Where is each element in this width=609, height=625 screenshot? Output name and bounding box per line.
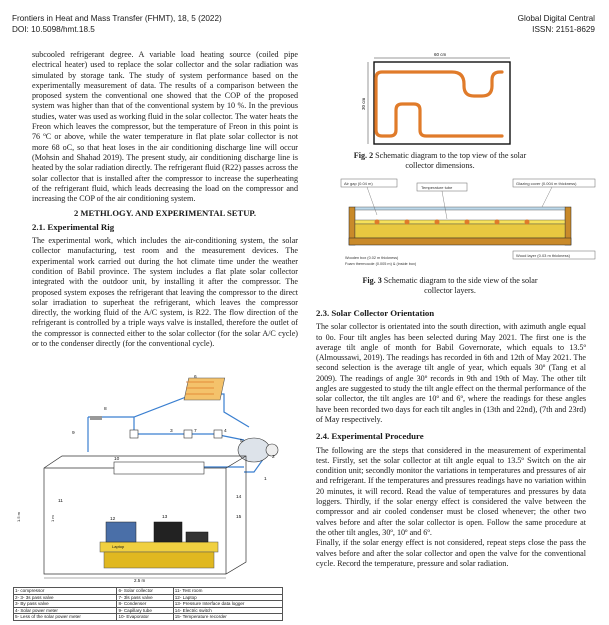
label-number: 15 bbox=[236, 515, 242, 520]
figure-3-caption bbox=[355, 276, 545, 295]
paragraph-orientation: The solar collector is orientated into the south direction, with azimuth angle equal to 0o. Four tilt angles has been selected during May 2021. The first one is the average tilt angle of month for Babil Governorate, which equals to 13.5º (Almoussawi, 2019). The readings has recorded in 6th and 12th of May 2021. The second selection is the average tilt angle of year, which equals 30º (Tang et al 2009). The readings of angle 30º records in 9th and 19th of May. The other tilt angles are suggested to study the tilt angle effect on the thermal performance of the solar collector, the tilt angles are 10º and 6º, where the readings for these angles have been recorded two days for each tilt angles in (13th and 22nd), (7th and 23rd) of May respectively. bbox=[316, 322, 586, 424]
label-foam: Foam thermocole (0.005 m) & (inside box) bbox=[345, 262, 417, 266]
label-number: 11 bbox=[58, 499, 63, 504]
journal-title: Frontiers in Heat and Mass Transfer (FHMT), 18, 5 (2022) bbox=[12, 14, 222, 23]
leader-line bbox=[542, 187, 552, 207]
legend-cell: 15- Temperature recorder bbox=[173, 614, 282, 621]
publisher: Global Digital Central bbox=[517, 14, 595, 23]
label-number: 13 bbox=[162, 515, 168, 520]
section-heading-procedure: 2.4. Experimental Procedure bbox=[316, 431, 424, 442]
capillary-tube bbox=[90, 416, 102, 420]
figure-1-rig-schematic bbox=[14, 372, 300, 586]
legend-cell: 5- Less of the solar power meter bbox=[14, 614, 117, 621]
label-number: 10 bbox=[114, 457, 120, 462]
solar-collector bbox=[184, 378, 225, 400]
legend-row bbox=[14, 601, 283, 608]
legend-cell: 7- 3ls pass valve bbox=[117, 594, 173, 601]
dimension-height-left: 1.5 m bbox=[16, 511, 21, 522]
label-wooden-box: Wooden box (0.02 m thickness) bbox=[345, 256, 399, 260]
label-number: 14 bbox=[236, 495, 242, 500]
paragraph-experimental-rig: The experimental work, which includes the air-conditioning system, the solar collector manufacturing, test room and the measurement devices. The experimental work carried out during the hot climate time under the weather condition of Babil province. The system includes a flat plate solar collector integrated with the outdoor unit, by installing it after the compressor. The proposed system exposes the refrigerant that leaving the compressor to the direct solar irradiation to superheat the refrigerant, which leaves the compressor directly, the working fluid of the A/C system, is R22. The flow direction of the refrigerant is controlled by a triple ways valve is installed, therefore the outlet of the compressor is connected either to the solar collector (for the solar A/C cycle) or to the condenser directly (for the conventional cycle). bbox=[32, 236, 298, 349]
left-column bbox=[32, 50, 298, 349]
legend-cell: 4- Solar power meter bbox=[14, 607, 117, 614]
dimension-height-inner: 1 m bbox=[50, 515, 55, 522]
leader-line bbox=[367, 187, 377, 215]
label-number: 8 bbox=[104, 407, 107, 412]
label-glazing-cover: Glazing cover (0.004 m thickness) bbox=[516, 181, 577, 186]
evaporator bbox=[114, 462, 204, 474]
label-number: 3 bbox=[170, 429, 173, 434]
valve-box bbox=[214, 430, 222, 438]
legend-cell: 8- Condenser bbox=[117, 601, 173, 608]
figure-2-caption-text: Schematic diagram to the top view of the solar collector dimensions. bbox=[373, 151, 527, 170]
dimension-side-label: 30 cm bbox=[361, 97, 366, 110]
leader-line bbox=[442, 191, 447, 219]
paragraph-procedure: The following are the steps that considered in the measurement of experimental test. Firstly, set the solar collector at tilt angle equal to 13.5º Switch on the air condition unit; secondly monitor the variations in temperatures and pressures of air and refrigerant. If the temperatures and pressures readings have no variation within 20 minutes, it will record. Read the value of temperatures and pressures by data loggers. Thirdly, if the solar energy effect is considered the valve between the compressor and air cooled condenser must be closed whenever; the other two valves before and after the solar collector is open. Follow the same procedure at the other tilt angles, 30º, 10º and 6º. bbox=[316, 445, 586, 537]
label-number: 12 bbox=[110, 517, 116, 522]
section-heading-methodology: 2 METHLOGY. AND EXPERIMENTAL SETUP. bbox=[73, 208, 257, 219]
legend-cell: 11- Test room bbox=[173, 588, 282, 595]
legend-row bbox=[14, 607, 283, 614]
label-number: 9 bbox=[72, 431, 75, 436]
figure-2-label: Fig. 2 bbox=[353, 151, 374, 160]
section-heading-experimental-rig: 2.1. Experimental Rig bbox=[32, 221, 115, 232]
legend-cell: 2- 3- 3s pass valve bbox=[14, 594, 117, 601]
figure-2-caption bbox=[340, 151, 540, 170]
label-number: 4 bbox=[224, 429, 227, 434]
legend-row bbox=[14, 614, 283, 621]
label-number: 5 bbox=[240, 439, 243, 444]
legend-cell: 3- By pass valve bbox=[14, 601, 117, 608]
doi: DOI: 10.5098/hmt.18.5 bbox=[12, 25, 95, 34]
figure-1-legend bbox=[13, 587, 283, 621]
legend-cell: 10- Evaporator bbox=[117, 614, 173, 621]
valve-box bbox=[184, 430, 192, 438]
issn: ISSN: 2151-8629 bbox=[532, 25, 595, 34]
paragraph-intro: subcooled refrigerant degree. A variable load heating source (coiled pipe electrical heater) used to replace the solar collector and the solar radiation was simulated by storage tank. The study of system performance based on the experimentally measurement of data. The results of a comparison between the proposed system the conventional one showed that the COP of the proposed system was higher than that of the conventional system by 10 %. In the previous studies, water was used as working fluid in the solar collector. The water heats the Freon which leaves the compressor, but the temperature of Freon in this point is 76 ºC or above, while the water temperature in flat plate solar collector is not more 68 oC, so that heat loses in the air conditioning discharge line will occur (Mohsin and Shahad 2019). The present study, air conditioning discharge line is heated by the solar radiation directly. The refrigerant fluid (R22) passes across the solar collector that is installed after the compressor to increase the superheating of the refrigerant fluid, which leads decreasing the load on the compressor and increasing the COP of the air conditioning system. bbox=[32, 50, 298, 204]
legend-cell: 14- Electric switch bbox=[173, 607, 282, 614]
collector-layers bbox=[349, 207, 571, 245]
label-number: 1 bbox=[264, 477, 267, 482]
section-heading-orientation: 2.3. Solar Collector Orientation bbox=[316, 308, 435, 318]
label-air-gap: Air gap (0.04 m) bbox=[344, 181, 373, 186]
legend-cell: 6- Solar collector bbox=[117, 588, 173, 595]
figure-3-label: Fig. 3 bbox=[362, 276, 382, 285]
paragraph-final-step: Finally, if the solar energy effect is not considered, repeat steps close the pass the valves before and after the solar collector and open the valve for the conventional cycle. Record the temperature, pressure and solar radiation. bbox=[316, 538, 586, 568]
legend-cell: 1- compressor bbox=[14, 588, 117, 595]
figure-3-side-view bbox=[337, 177, 597, 273]
laptop-label: Laptop bbox=[112, 544, 125, 549]
legend-row bbox=[14, 594, 283, 601]
dimension-width: 2.5 m bbox=[134, 578, 146, 583]
figure-2-top-view bbox=[352, 50, 522, 150]
label-number: 7 bbox=[194, 429, 197, 434]
valve-box bbox=[130, 430, 138, 438]
legend-cell: 12- Laptop bbox=[173, 594, 282, 601]
label-wood-layer: Wood layer (0.03 m thickness) bbox=[516, 253, 570, 258]
label-number: 2 bbox=[272, 455, 275, 460]
legend-cell: 9- Capillary tube bbox=[117, 607, 173, 614]
right-column bbox=[316, 305, 586, 569]
legend-cell: 13- Pressure Interface data logger bbox=[173, 601, 282, 608]
figure-3-caption-text: Schematic diagram to the side view of the solar collector layers. bbox=[381, 276, 538, 295]
dimension-top-label: 60 cm bbox=[434, 52, 447, 57]
label-number: 6 bbox=[194, 375, 197, 380]
legend-row bbox=[14, 588, 283, 595]
label-temperature-tube: Temperature tube bbox=[421, 185, 453, 190]
